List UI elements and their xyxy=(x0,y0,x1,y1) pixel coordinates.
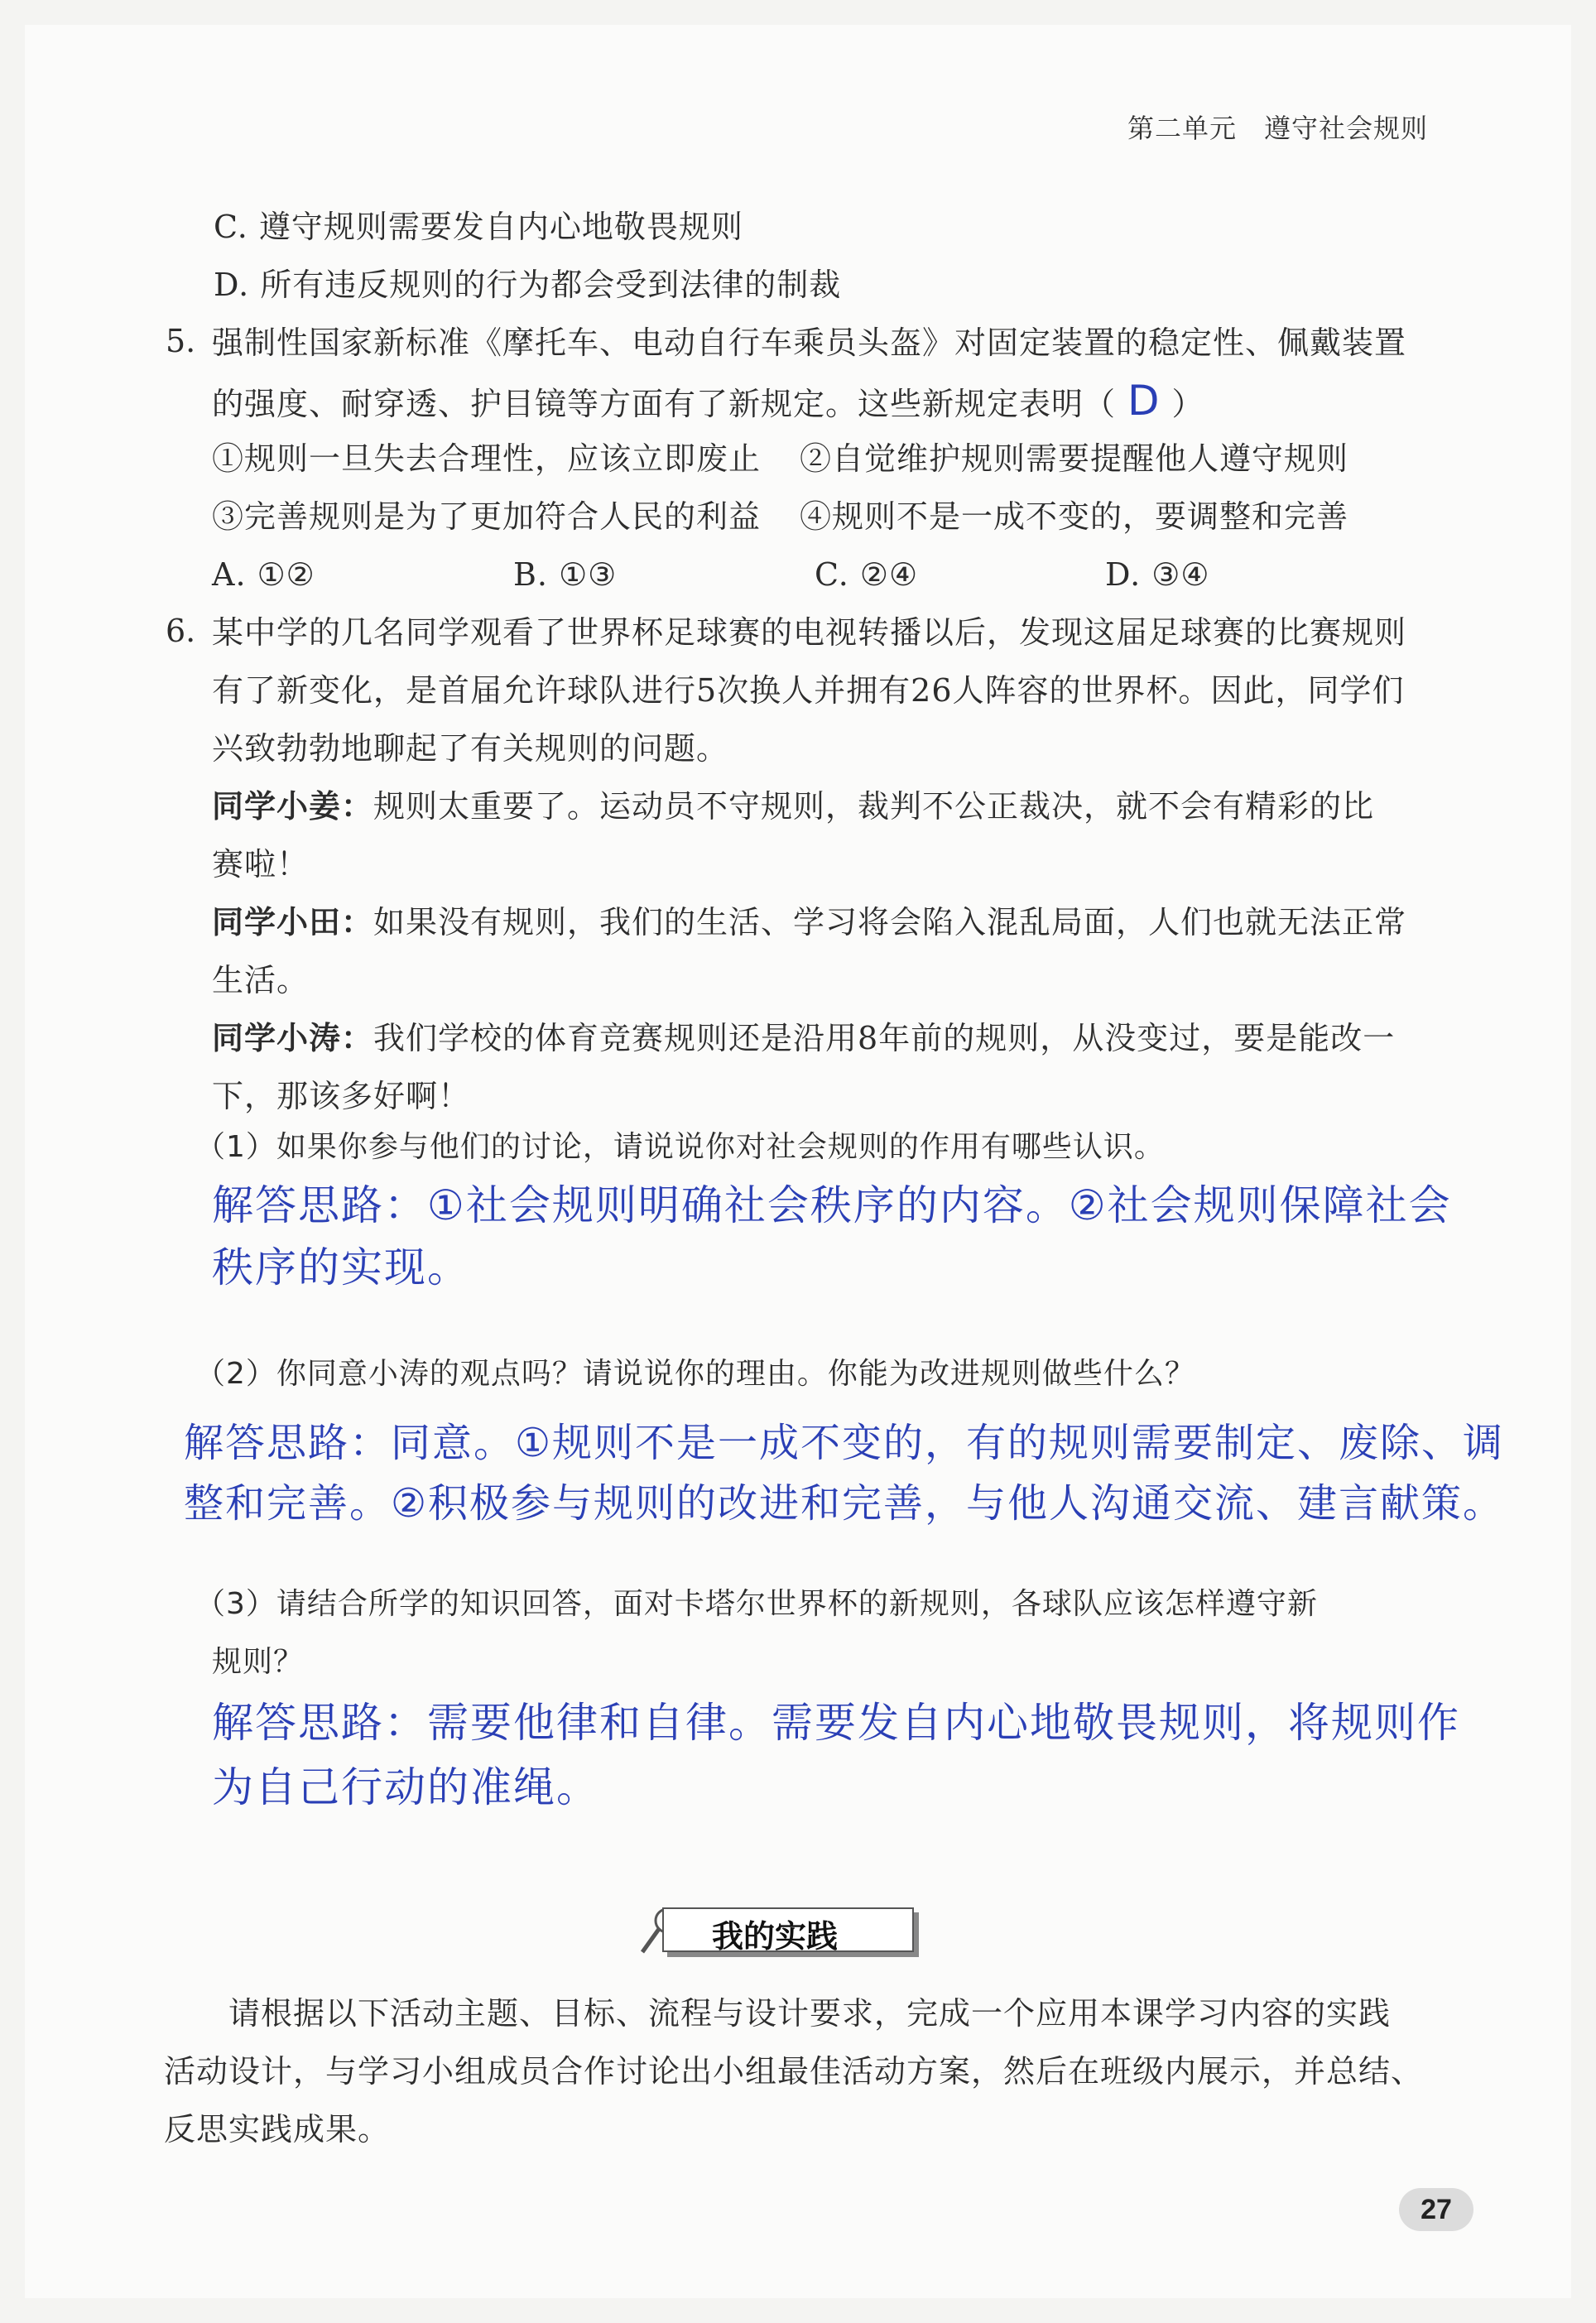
answer-1-line2: 秩序的实现。 xyxy=(212,1243,470,1291)
speaker-xiaojiang: 同学小姜： xyxy=(212,788,374,825)
practice-para-line1: 请根据以下活动主题、目标、流程与设计要求，完成一个应用本课学习内容的实践 xyxy=(228,1995,1392,2032)
speaker-2-text: 如果没有规则，我们的生活、学习将会陷入混乱局面，人们也就无法正常 xyxy=(373,904,1407,940)
q5-statement-1: ①规则一旦失去合理性，应该立即废止 xyxy=(212,440,762,477)
q5-statement-3: ③完善规则是为了更加符合人民的利益 xyxy=(212,498,762,535)
q6-line1: 某中学的几名同学观看了世界杯足球赛的电视转播以后，发现这届足球赛的比赛规则 xyxy=(212,614,1407,651)
q5-option-c: C. ②④ xyxy=(815,556,919,593)
q4-option-c: C. 遵守规则需要发自内心地敬畏规则 xyxy=(214,209,743,245)
speaker-xiaotian: 同学小田： xyxy=(212,904,374,940)
q5-line1: 强制性国家新标准《摩托车、电动自行车乘员头盔》对固定装置的稳定性、佩戴装置 xyxy=(212,325,1407,361)
practice-para-line3: 反思实践成果。 xyxy=(164,2111,391,2147)
unit-header: 第二单元 遵守社会规则 xyxy=(1127,113,1429,144)
q4-option-d: D. 所有违反规则的行为都会受到法律的制裁 xyxy=(214,267,842,303)
q5-option-b: B. ①③ xyxy=(513,556,618,593)
q5-option-a: A. ①② xyxy=(212,556,315,593)
practice-title: 我的实践 xyxy=(712,1917,839,1955)
q5-answer: D xyxy=(1127,377,1161,425)
answer-2-line2: 整和完善。②积极参与规则的改进和完善，与他人沟通交流、建言献策。 xyxy=(184,1480,1505,1527)
q6-number: 6. xyxy=(166,613,196,649)
answer-3-line2: 为自己行动的准绳。 xyxy=(212,1763,599,1811)
sub-question-3-line2: 规则？ xyxy=(212,1645,305,1679)
speaker-3-text: 我们学校的体育竞赛规则还是沿用8年前的规则，从没变过，要是能改一 xyxy=(373,1020,1396,1056)
q5-line2-end: ） xyxy=(1171,386,1204,422)
practice-para-line2: 活动设计，与学习小组成员合作讨论出小组最佳活动方案，然后在班级内展示，并总结、 xyxy=(164,2053,1424,2090)
speaker-2-text-cont: 生活。 xyxy=(212,962,310,998)
q5-number: 5. xyxy=(166,323,196,359)
speaker-1-text: 规则太重要了。运动员不守规则，裁判不公正裁决，就不会有精彩的比 xyxy=(373,788,1375,825)
q5-line2-text: 的强度、耐穿透、护目镜等方面有了新规定。这些新规定表明（ xyxy=(212,386,1117,422)
sub-question-2: （2）你同意小涛的观点吗？请说说你的理由。你能为改进规则做些什么？ xyxy=(195,1357,1195,1391)
sub-question-3-line1: （3）请结合所学的知识回答，面对卡塔尔世界杯的新规则，各球队应该怎样遵守新 xyxy=(195,1587,1318,1621)
q5-line2 xyxy=(212,377,1204,425)
q6-speaker-2 xyxy=(212,902,1406,942)
q6-line3: 兴致勃勃地聊起了有关规则的问题。 xyxy=(212,730,729,767)
sub-question-1: （1）如果你参与他们的讨论，请说说你对社会规则的作用有哪些认识。 xyxy=(195,1130,1165,1164)
answer-3-line1: 解答思路：需要他律和自律。需要发自内心地敬畏规则，将规则作 xyxy=(212,1699,1460,1747)
practice-section-header xyxy=(637,1904,927,1954)
q5-statement-2: ②自觉维护规则需要提醒他人遵守规则 xyxy=(800,440,1349,477)
speaker-1-text-cont: 赛啦！ xyxy=(212,846,310,883)
q6-line2: 有了新变化，是首届允许球队进行5次换人并拥有26人阵容的世界杯。因此，同学们 xyxy=(212,672,1405,709)
q6-speaker-1 xyxy=(212,786,1374,826)
q5-statement-4: ④规则不是一成不变的，要调整和完善 xyxy=(800,498,1349,535)
q5-option-d: D. ③④ xyxy=(1105,556,1210,593)
speaker-3-text-cont: 下，那该多好啊！ xyxy=(212,1078,471,1114)
page-number: 27 xyxy=(1399,2188,1473,2231)
speaker-xiaotao: 同学小涛： xyxy=(212,1020,374,1056)
q6-speaker-3 xyxy=(212,1018,1395,1058)
answer-2-line1: 解答思路：同意。①规则不是一成不变的，有的规则需要制定、废除、调 xyxy=(184,1420,1505,1466)
answer-1-line1: 解答思路：①社会规则明确社会秩序的内容。②社会规则保障社会 xyxy=(212,1181,1452,1229)
